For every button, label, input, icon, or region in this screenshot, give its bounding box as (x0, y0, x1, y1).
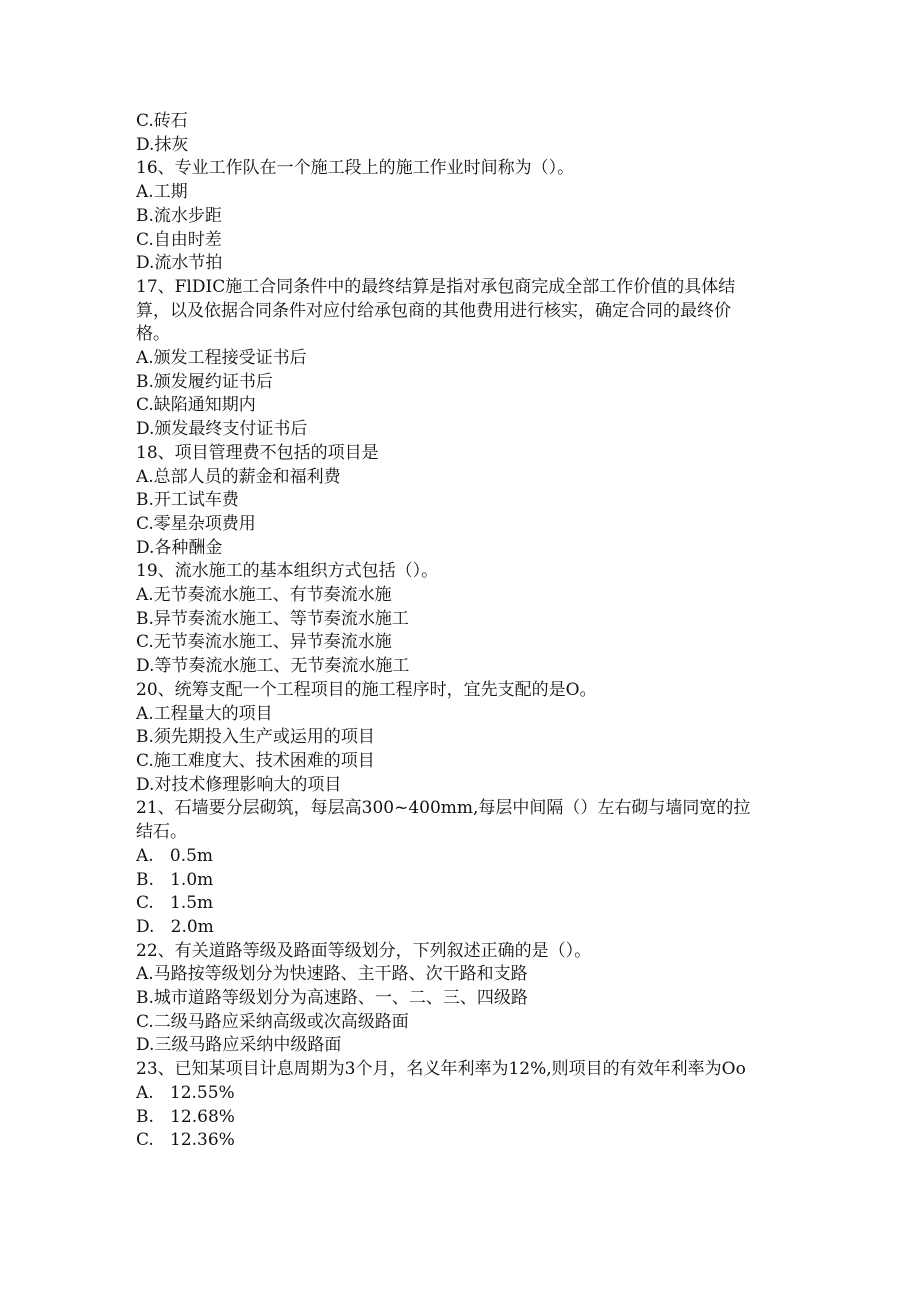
question-line: 22、有关道路等级及路面等级划分，下列叙述正确的是（）。 (136, 940, 592, 961)
question-line: 18、项目管理费不包括的项目是 (136, 442, 379, 463)
question-line: 17、FlDIC施工合同条件中的最终结算是指对承包商完成全部工作价值的具体结 (136, 276, 736, 297)
question-line: 23、已知某项目计息周期为3个月，名义年利率为12%,则项目的有效年利率为Oo (136, 1059, 746, 1080)
option-line: D.三级马路应采纳中级路面 (136, 1035, 342, 1056)
option-line: D.各种酬金 (136, 537, 223, 558)
option-line: A.无节奏流水施工、有节奏流水施 (136, 585, 392, 606)
option-line: A.工期 (136, 182, 188, 203)
option-line: A.工程量大的项目 (136, 703, 273, 724)
option-line: C.二级马路应采纳高级或次高级路面 (136, 1011, 409, 1032)
option-line: A.马路按等级划分为快速路、主干路、次干路和支路 (136, 964, 528, 985)
question-line: 算，以及依据合同条件对应付给承包商的其他费用进行核实，确定合同的最终价 (136, 300, 731, 321)
option-line: C. 1.5m (136, 893, 214, 914)
option-line: D.对技术修理影响大的项目 (136, 774, 342, 795)
option-line: A. 12.55% (136, 1082, 235, 1103)
question-line: 16、专业工作队在一个施工段上的施工作业时间称为（）。 (136, 158, 575, 179)
question-line: 结石。 (136, 822, 187, 843)
option-line: C.砖石 (136, 111, 188, 131)
option-line: C.无节奏流水施工、异节奏流水施 (136, 632, 392, 653)
option-line: D.流水节拍 (136, 253, 223, 274)
option-line: D.抹灰 (136, 134, 189, 155)
option-line: B.开工试车费 (136, 490, 239, 511)
question-line: 格。 (136, 324, 170, 345)
option-line: B. 12.68% (136, 1106, 235, 1127)
option-line: D.等节奏流水施工、无节奏流水施工 (136, 656, 410, 677)
option-line: B.城市道路等级划分为高速路、一、二、三、四级路 (136, 988, 528, 1009)
option-line: D.颁发最终支付证书后 (136, 419, 308, 440)
document-page (136, 110, 796, 1153)
option-line: B.异节奏流水施工、等节奏流水施工 (136, 608, 409, 629)
question-line: 21、石墙要分层砌筑，每层高300~400mm,每层中间隔（）左右砌与墙同宽的拉 (136, 798, 751, 819)
option-line: B.须先期投入生产或运用的项目 (136, 727, 375, 748)
option-line: B.颁发履约证书后 (136, 371, 273, 392)
option-line: D. 2.0m (136, 916, 214, 937)
option-line: B. 1.0m (136, 869, 214, 890)
option-line: A.颁发工程接受证书后 (136, 348, 307, 369)
question-line: 20、统筹支配一个工程项目的施工程序时，宜先支配的是O。 (136, 679, 597, 700)
option-line: C.施工难度大、技术困难的项目 (136, 750, 375, 771)
option-line: A.总部人员的薪金和福利费 (136, 466, 341, 487)
option-line: C.自由时差 (136, 229, 222, 250)
option-line: A. 0.5m (136, 845, 214, 866)
question-line: 19、流水施工的基本组织方式包括（）。 (136, 561, 439, 582)
option-line: C. 12.36% (136, 1130, 235, 1151)
option-line: B.流水步距 (136, 205, 222, 226)
option-line: C.缺陷通知期内 (136, 395, 256, 416)
option-line: C.零星杂项费用 (136, 513, 256, 534)
